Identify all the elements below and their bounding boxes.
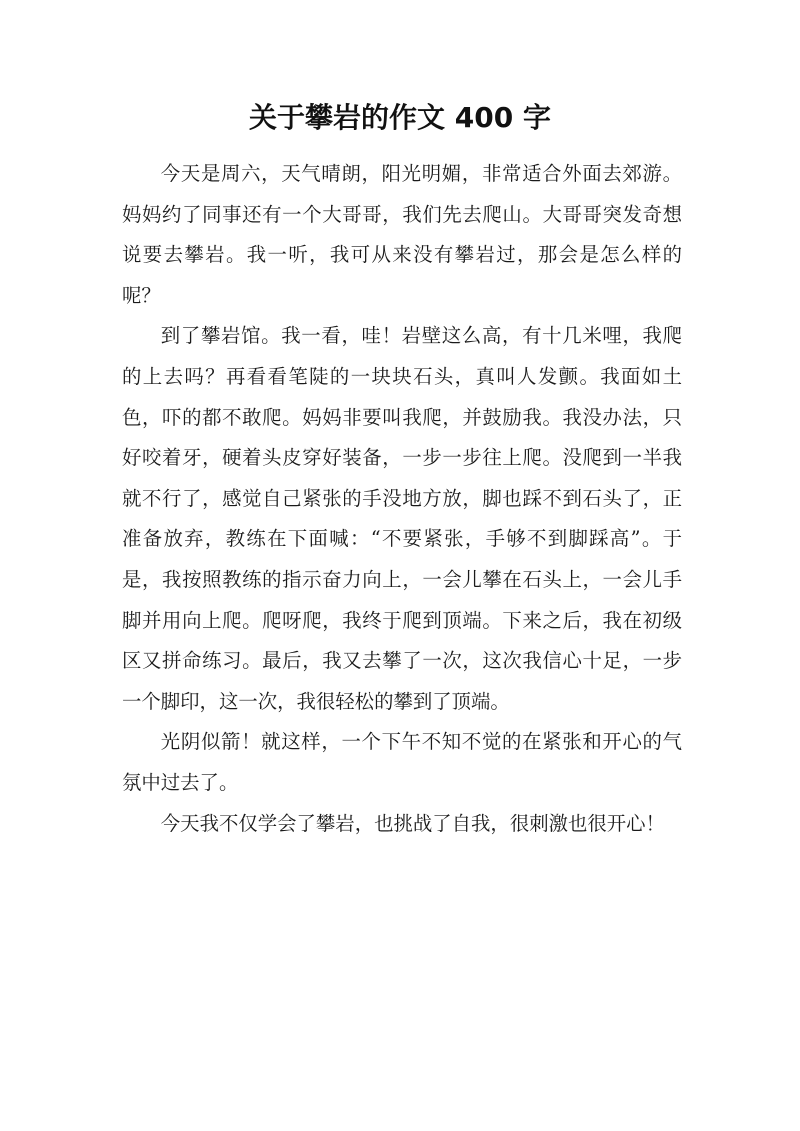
paragraph: 今天我不仅学会了攀岩，也挑战了自我，很刺激也很开心！ bbox=[160, 811, 665, 835]
paragraph: 今天是周六，天气晴朗，阳光明媚，非常适合外面去郊游。妈妈约了同事还有一个大哥哥，我们先去爬山。大哥哥突发奇想说要去攀岩。我一听，我可从来没有攀岩过，那会是怎么样的呢？ bbox=[122, 162, 682, 307]
document-title: 关于攀岩的作文 400 字 bbox=[249, 101, 551, 134]
paragraph: 到了攀岩馆。我一看，哇！岩壁这么高，有十几米哩，我爬的上去吗？再看看笔陡的一块块石头，真叫人发颤。我面如土色，吓的都不敢爬。妈妈非要叫我爬，并鼓励我。我没办法，只好咬着牙，硬着头皮穿好装备，一步一步往上爬。没爬到一半我就不行了，感觉自己紧张的手没地方放，脚也踩不到石头了，正准备放弃，教练在下面喊：“不要紧张，手够不到脚踩高”。于是，我按照教练的指示奋力向上，一会儿攀在石头上，一会儿手脚并用向上爬。爬呀爬，我终于爬到顶端。下来之后，我在初级区又拼命练习。最后，我又去攀了一次，这次我信心十足，一步一个脚印，这一次，我很轻松的攀到了顶端。 bbox=[122, 324, 682, 713]
paragraph: 光阴似箭！就这样，一个下午不知不觉的在紧张和开心的气氛中过去了。 bbox=[122, 730, 682, 794]
document-body bbox=[122, 154, 682, 844]
